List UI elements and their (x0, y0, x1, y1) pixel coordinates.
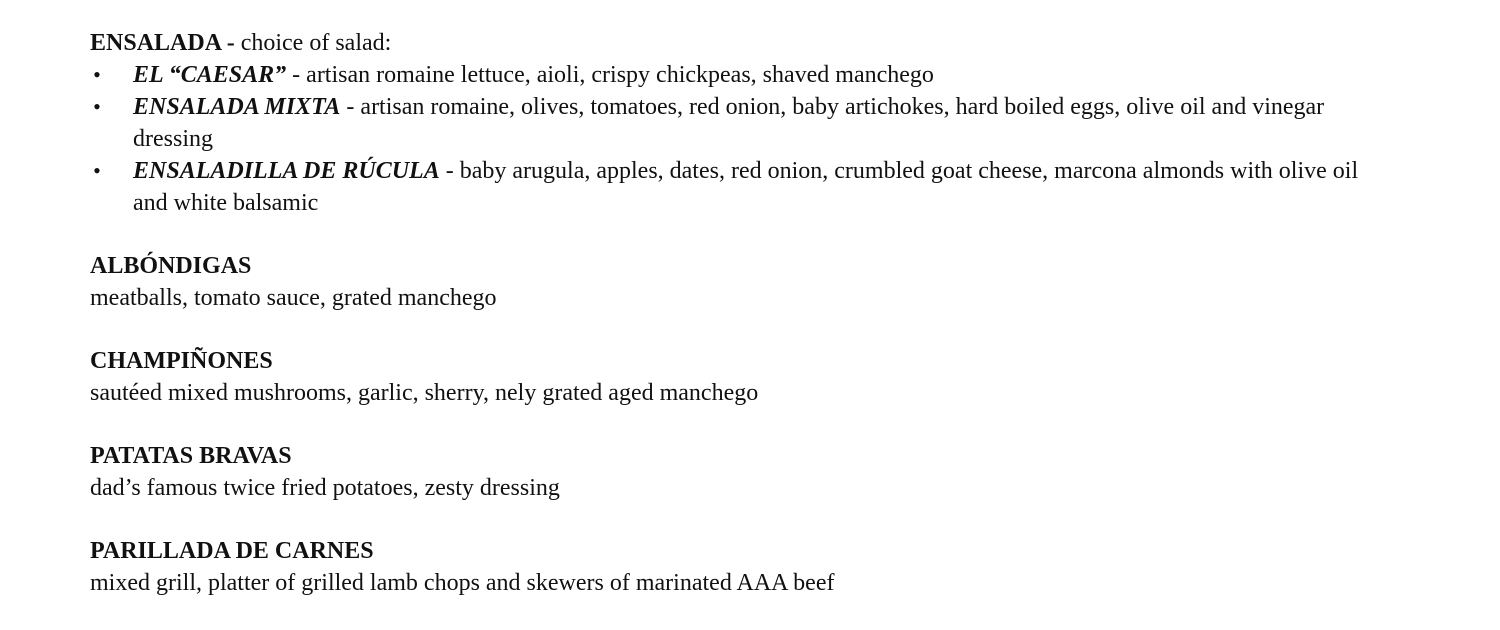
dish-desc: sautéed mixed mushrooms, garlic, sherry, nely grated aged manchego (90, 380, 759, 406)
dish-champinones (90, 345, 1390, 409)
dish-name: PARILLADA DE CARNES (90, 538, 374, 564)
dish-desc: dad’s famous twice fried potatoes, zesty dressing (90, 475, 560, 501)
salad-heading-line (90, 27, 1390, 59)
dish-name: CHAMPIÑONES (90, 348, 273, 374)
dish-parillada-de-carnes (90, 535, 1390, 599)
dish-name: PATATAS BRAVAS (90, 443, 292, 469)
list-item (90, 155, 1390, 219)
salad-heading: ENSALADA - (90, 30, 235, 56)
salad-item-name: EL “CAESAR” (133, 62, 287, 88)
salad-item-name: ENSALADA MIXTA (133, 94, 341, 120)
dish-patatas-bravas (90, 440, 1390, 504)
dish-desc: meatballs, tomato sauce, grated manchego (90, 285, 497, 311)
salad-item-desc: - artisan romaine lettuce, aioli, crispy chickpeas, shaved manchego (286, 62, 934, 88)
salad-item-desc: - artisan romaine, olives, tomatoes, red onion, baby artichokes, hard boiled eggs, olive oil and vinegar dressing (133, 94, 1325, 152)
salad-section (90, 27, 1390, 219)
salad-intro: choice of salad: (240, 30, 392, 56)
bullet-icon: • (93, 158, 101, 183)
dish-albondigas (90, 250, 1390, 314)
menu-page (90, 27, 1390, 599)
bullet-icon: • (93, 94, 101, 119)
list-item (90, 91, 1390, 155)
salad-item-name: ENSALADILLA DE RÚCULA (133, 158, 440, 184)
list-item (90, 59, 1390, 91)
salad-list (90, 59, 1390, 219)
dish-name: ALBÓNDIGAS (90, 253, 252, 279)
bullet-icon: • (93, 62, 101, 87)
dish-desc: mixed grill, platter of grilled lamb chops and skewers of marinated AAA beef (90, 570, 835, 596)
salad-item-desc: - baby arugula, apples, dates, red onion, crumbled goat cheese, marcona almonds with olive oil and white balsamic (133, 158, 1359, 216)
